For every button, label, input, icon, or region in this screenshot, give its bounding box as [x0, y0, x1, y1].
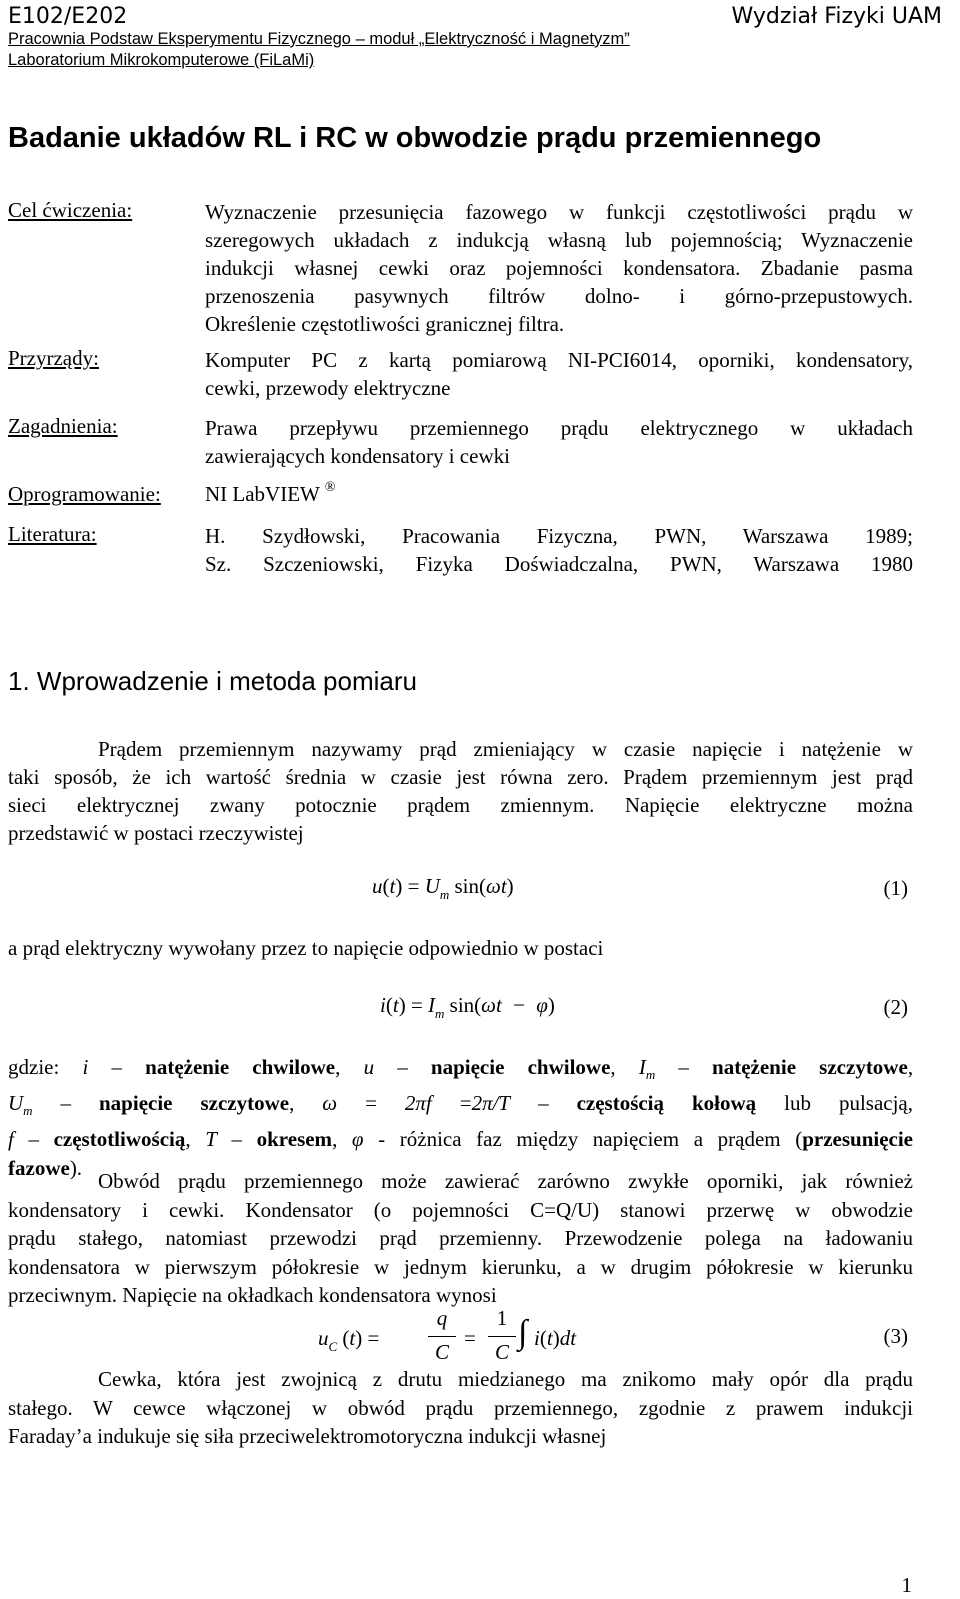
cel-label: Cel ćwiczenia:	[8, 198, 133, 222]
faculty-name: Wydział Fizyki UAM	[731, 4, 942, 29]
literatura-text	[205, 522, 913, 578]
paragraph-line: fazowe).	[8, 1156, 83, 1181]
literatura-line: Sz. Szczeniowski, Fizyka Doświadczalna, PWN, Warszawa 1980	[205, 552, 913, 576]
przyrzady-line: Komputer PC z kartą pomiarową NI-PCI6014, oporniki, kondensatory,	[205, 348, 913, 372]
zagadnienia-label: Zagadnienia:	[8, 414, 118, 438]
paragraph-line: prądu stałego, natomiast przewodzi prąd przemienny. Przewodzenie polega na ładowaniu	[8, 1226, 913, 1250]
cel-line: Określenie częstotliwości granicznej filtra.	[205, 312, 565, 336]
oprogramowanie-label: Oprogramowanie:	[8, 482, 161, 506]
paragraph-between: a prąd elektryczny wywołany przez to napięcie odpowiednio w postaci	[8, 936, 604, 960]
paragraph-4	[8, 1365, 913, 1451]
paragraph-3	[8, 1167, 913, 1310]
oprogramowanie-value	[205, 482, 336, 507]
page-number: 1	[901, 1573, 912, 1597]
paragraph-line: f – częstotliwością, T – okresem, φ - różnica faz między napięciem a prądem (przesunięcie	[8, 1127, 914, 1152]
lab-name-line2: Laboratorium Mikrokomputerowe (FiLaMi)	[8, 51, 315, 69]
paragraph-line: kondensatora w pierwszym półokresie w jednym kierunku, a w drugim półokresie w kierunku	[8, 1254, 913, 1279]
paragraph-line: stałego. W cewce włączonej w obwód prądu przemiennego, zgodnie z prawem indukcji	[8, 1395, 913, 1420]
cel-line: szeregowych układach z indukcją własną lub pojemnością; Wyznaczenie	[205, 228, 913, 252]
section-heading: 1. Wprowadzenie i metoda pomiaru	[8, 666, 417, 696]
lab-name-line1: Pracownia Podstaw Eksperymentu Fizycznego – moduł „Elektryczność i Magnetyzm”	[8, 30, 630, 48]
paragraph-2	[8, 1053, 913, 1183]
paragraph-1	[8, 735, 913, 847]
paragraph-line: Obwód prądu przemiennego może zawierać zarówno zwykłe oporniki, jak również	[98, 1169, 913, 1193]
equation-2: $i(t) = I_m$ sin(ωt − φ)	[380, 993, 555, 1021]
equation-1-number: (1)	[883, 876, 908, 900]
registered-mark: ®	[324, 480, 336, 495]
cel-text	[205, 198, 913, 338]
cel-line: przenoszenia pasywnych filtrów dolno- i górno-przepustowych.	[205, 284, 913, 308]
paragraph-line: kondensatory i cewki. Kondensator (o pojemności C=Q/U) stanowi przerwę w obwodzie	[8, 1197, 913, 1222]
paragraph-line: przedstawić w postaci rzeczywistej	[8, 821, 304, 845]
paragraph-line: Prądem przemiennym nazywamy prąd zmieniający w czasie napięcie i natężenie w	[98, 737, 913, 761]
paragraph-line: gdzie: i – natężenie chwilowe, u – napięcie chwilowe, $I_m$ – natężenie szczytowe,	[8, 1055, 914, 1083]
paragraph-line: Faraday’a indukuje się siła przeciwelektromotoryczna indukcji własnej	[8, 1424, 607, 1448]
literatura-label: Literatura:	[8, 522, 97, 546]
przyrzady-label: Przyrządy:	[8, 346, 99, 370]
paragraph-line: taki sposób, że ich wartość średnia w czasie jest równa zero. Prądem przemiennym jest prąd	[8, 765, 913, 789]
zagadnienia-text	[205, 414, 913, 470]
equation-3-number: (3)	[883, 1324, 908, 1348]
paragraph-line: $U_m$ – napięcie szczytowe, ω = 2πf =2π/T – częstością kołową lub pulsacją,	[8, 1091, 913, 1119]
cel-line: Wyznaczenie przesunięcia fazowego w funkcji częstotliwości prądu w	[205, 200, 913, 224]
zagadnienia-line: Prawa przepływu przemiennego prądu elektrycznego w układach	[205, 416, 913, 440]
paragraph-line: sieci elektrycznej zwany potocznie prądem zmiennym. Napięcie elektryczne można	[8, 793, 913, 817]
zagadnienia-line: zawierających kondensatory i cewki	[205, 444, 510, 468]
equation-2-number: (2)	[883, 995, 908, 1019]
przyrzady-text	[205, 346, 913, 402]
paragraph-line: Cewka, która jest zwojnicą z drutu miedzianego ma znikomo mały opór dla prądu	[98, 1367, 913, 1391]
paragraph-line: przeciwnym. Napięcie na okładkach kondensatora wynosi	[8, 1283, 497, 1307]
literatura-line: H. Szydłowski, Pracowania Fizyczna, PWN, Warszawa 1989;	[205, 524, 913, 548]
przyrzady-line: cewki, przewody elektryczne	[205, 376, 451, 400]
software-name: NI LabVIEW	[205, 482, 320, 506]
equation-1: $u(t) = U_m$ sin(ωt)	[372, 874, 514, 902]
page-title: Badanie układów RL i RC w obwodzie prądu przemiennego	[8, 122, 822, 154]
cel-line: indukcji własnej cewki oraz pojemności kondensatora. Zbadanie pasma	[205, 256, 913, 280]
doc-code: E102/E202	[8, 4, 128, 29]
